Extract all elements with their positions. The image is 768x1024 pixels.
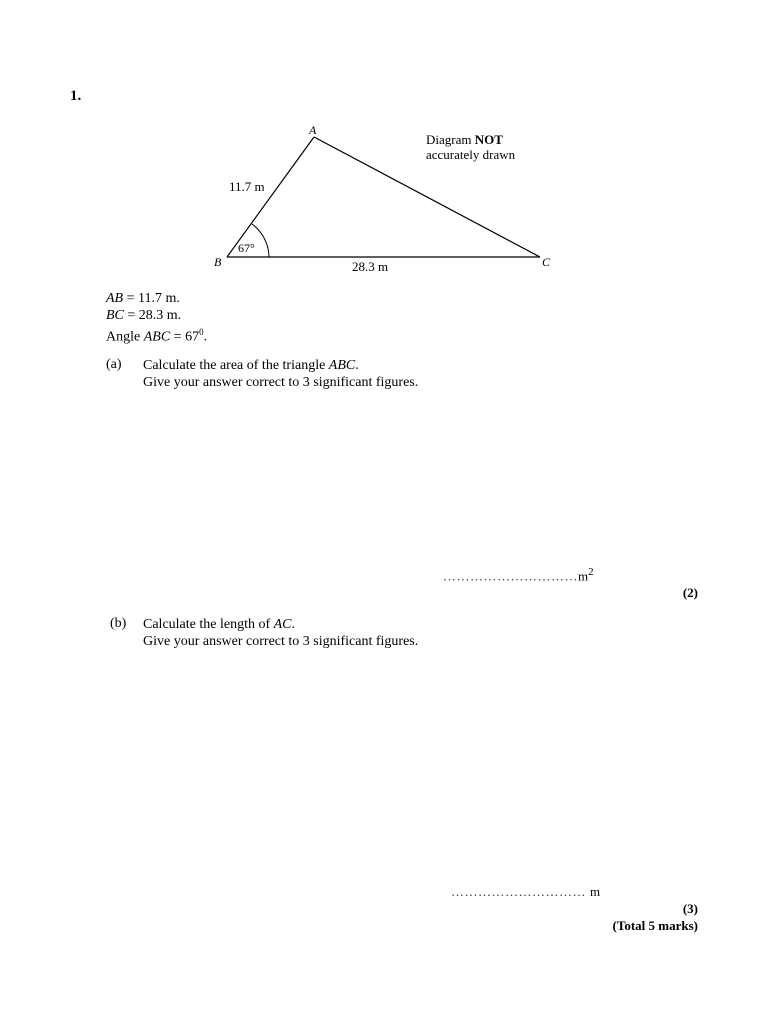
side-ab-label: 11.7 m xyxy=(229,179,265,194)
given-angle-sup: 0 xyxy=(199,327,204,337)
angle-b-label: 67° xyxy=(238,241,255,255)
note-line2: accurately drawn xyxy=(426,147,516,162)
given-values xyxy=(106,290,207,346)
part-b-answer-line xyxy=(451,884,600,900)
side-ab-line xyxy=(227,137,314,257)
part-a-answer-dots: ………………………… xyxy=(443,568,578,584)
part-b-unit: m xyxy=(590,884,601,899)
side-bc-label: 28.3 m xyxy=(352,259,389,274)
part-a-label: (a) xyxy=(106,357,122,372)
part-a-text1: Calculate the area of the triangle xyxy=(143,358,329,373)
note-prefix: Diagram xyxy=(426,132,475,147)
part-a-text2: Give your answer correct to 3 significant figures. xyxy=(143,375,419,390)
part-a-text1-end: . xyxy=(355,358,359,373)
part-a-unit-sup: 2 xyxy=(588,566,594,578)
question-number: 1. xyxy=(70,88,82,104)
part-b-marks: (3) xyxy=(682,901,698,916)
given-angle-var: ABC xyxy=(143,329,171,345)
given-bc-var: BC xyxy=(106,308,124,323)
given-bc-value: = 28.3 m. xyxy=(123,308,182,323)
part-a-var: ABC xyxy=(328,358,356,373)
vertex-c-label: C xyxy=(542,255,551,269)
vertex-a-label: A xyxy=(309,123,317,137)
given-ab-value: = 11.7 m. xyxy=(123,291,180,306)
part-b-text1-end: . xyxy=(291,617,296,632)
part-b-text2: Give your answer correct to 3 significant figures. xyxy=(143,634,419,649)
given-angle-end: . xyxy=(203,329,208,345)
given-angle-prefix: Angle xyxy=(106,329,144,345)
vertex-b-label: B xyxy=(214,255,222,269)
total-marks: (Total 5 marks) xyxy=(612,918,698,933)
part-a-marks: (2) xyxy=(682,585,698,600)
part-b-question xyxy=(143,616,418,650)
part-a-answer-line xyxy=(443,566,594,584)
given-angle-value: = 67 xyxy=(170,329,200,345)
part-b-var: AC xyxy=(273,617,292,632)
part-b-label: (b) xyxy=(110,616,127,631)
part-b-text1: Calculate the length of xyxy=(143,617,274,632)
given-ab-var: AB xyxy=(106,291,124,306)
note-bold: NOT xyxy=(474,132,503,147)
diagram-note xyxy=(426,132,515,162)
part-a-unit: m xyxy=(578,568,589,584)
triangle-diagram xyxy=(0,0,768,300)
part-b-answer-dots: ………………………… xyxy=(451,884,586,899)
part-a-question xyxy=(143,357,418,391)
